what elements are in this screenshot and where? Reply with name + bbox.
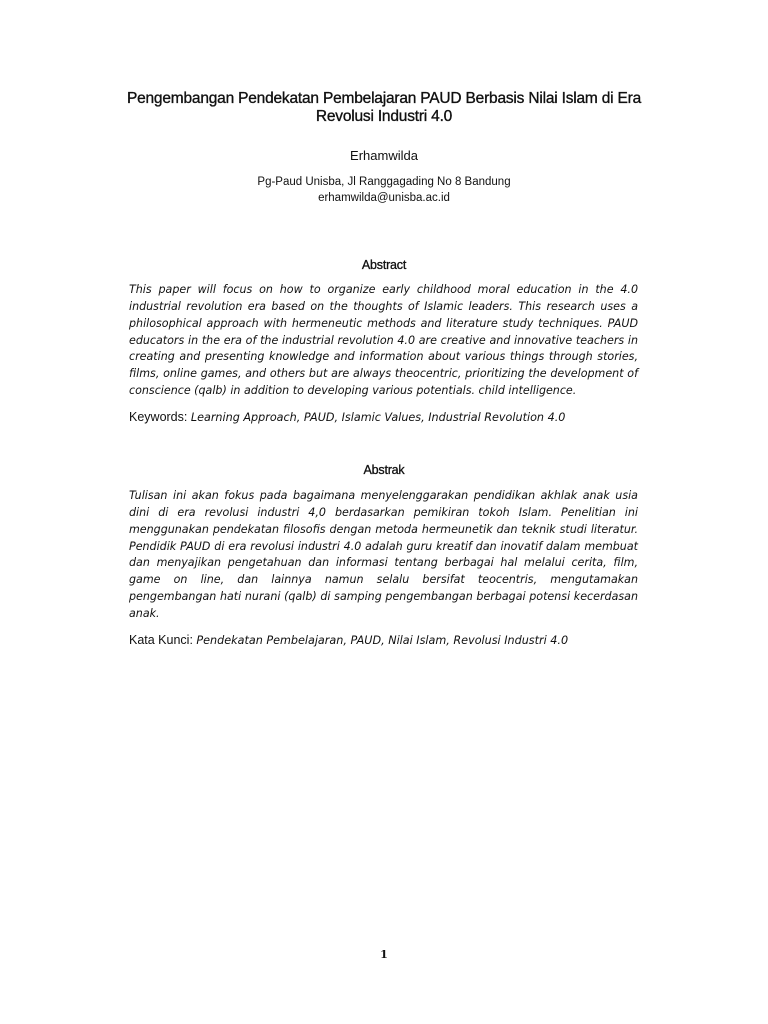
keywords-label: Keywords: xyxy=(129,410,188,424)
paper-title: Pengembangan Pendekatan Pembelajaran PAUD Berbasis Nilai Islam di Era Revolusi Industri 4.0 xyxy=(126,90,642,125)
author-name: Erhamwilda xyxy=(350,148,418,163)
kata-kunci-label: Kata Kunci: xyxy=(129,633,193,647)
page-number: 1 xyxy=(380,948,388,961)
keywords-values: Learning Approach, PAUD, Islamic Values, Industrial Revolution 4.0 xyxy=(190,411,566,424)
keywords-line xyxy=(129,410,689,424)
author-email: erhamwilda@unisba.ac.id xyxy=(318,192,450,204)
author-affiliation: Pg-Paud Unisba, Jl Ranggagading No 8 Bandung xyxy=(257,176,511,188)
abstract-heading: Abstract xyxy=(361,258,407,272)
kata-kunci-line xyxy=(129,633,689,647)
abstract-text: This paper will focus on how to organize early childhood moral education in the 4.0 industrial revolution era based on the thoughts of Islamic leaders. This research uses a philosophical approach with hermeneutic methods and literature study techniques. PAUD educators in the era of the industrial revolution 4.0 are creative and innovative teachers in creating and presenting knowledge and information about various things through stories, films, online games, and others but are always theocentric, prioritizing the development of conscience (qalb) in addition to developing various potentials. child intelligence. xyxy=(129,283,638,398)
abstrak-heading: Abstrak xyxy=(363,463,405,477)
abstrak-text: Tulisan ini akan fokus pada bagaimana menyelenggarakan pendidikan akhlak anak usia dini di era revolusi industri 4,0 berdasarkan pemikiran tokoh Islam. Penelitian ini menggunakan pendekatan filosofis dengan metoda hermeunetik dan teknik studi literatur. Pendidik PAUD di era revolusi industri 4.0 adalah guru kreatif dan inovatif dalam membuat dan menyajikan pengetahuan dan informasi tentang berbagai hal melalui cerita, film, game on line, dan lainnya namun selalu bersifat teocentris, mengutamakan pengembangan hati nurani (qalb) di samping pengembangan berbagai potensi kecerdasan anak. xyxy=(129,489,638,620)
kata-kunci-values: Pendekatan Pembelajaran, PAUD, Nilai Islam, Revolusi Industri 4.0 xyxy=(196,634,569,647)
author-affiliation-block xyxy=(0,174,768,206)
